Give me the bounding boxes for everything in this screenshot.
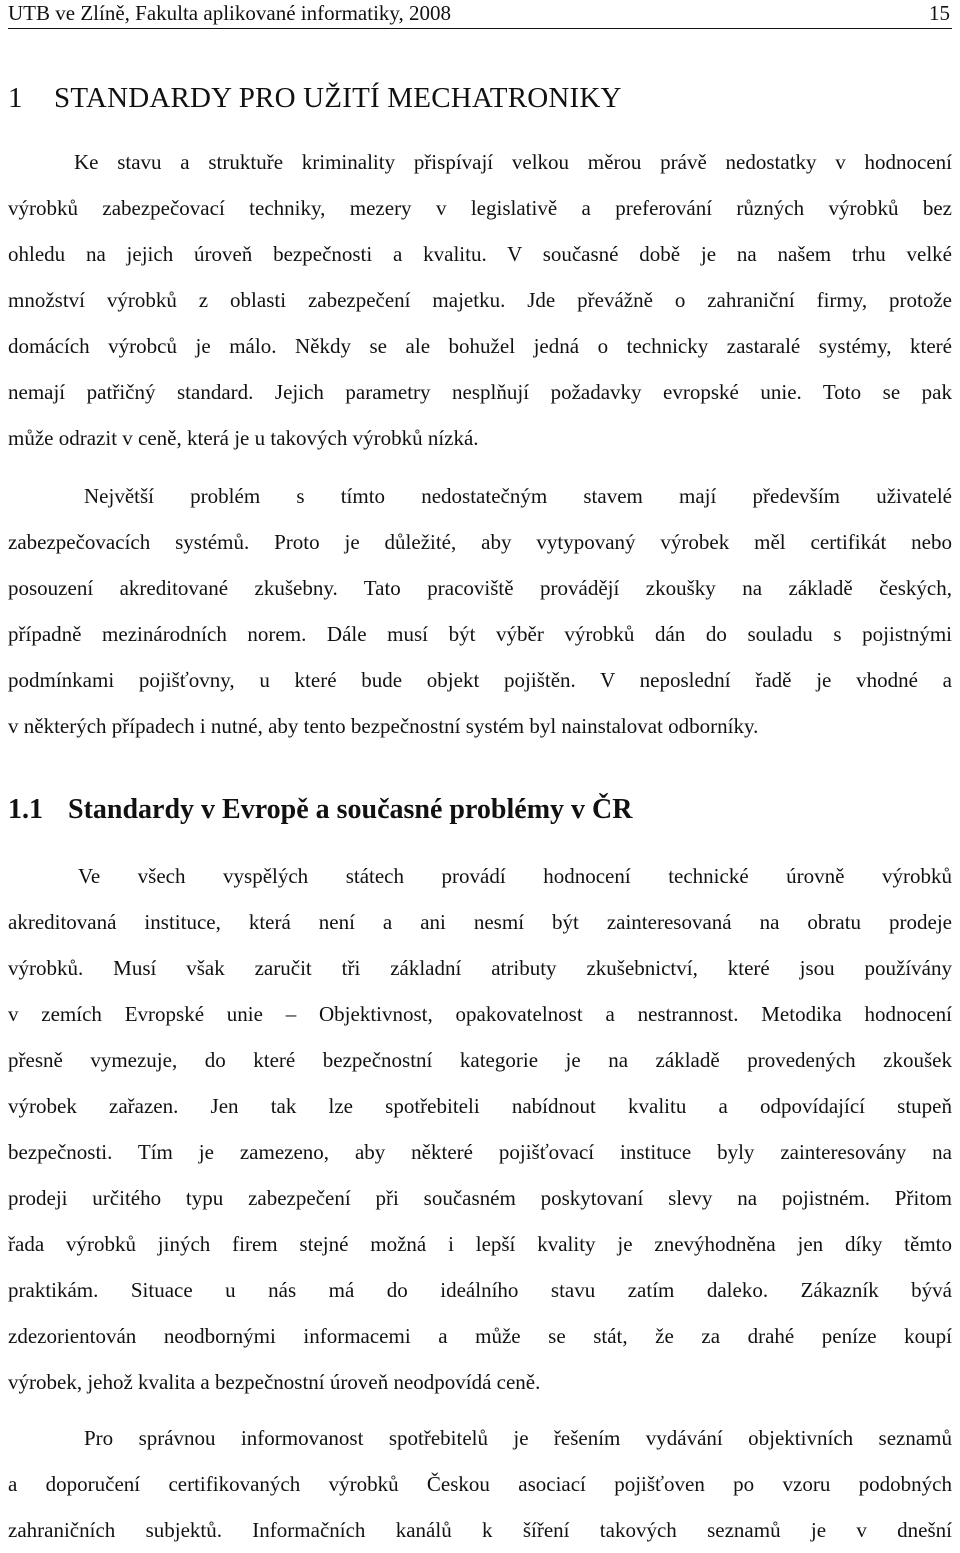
text-line: v některých případech i nutné, aby tento bezpečnostní systém byl nainstalovat odborníky. bbox=[8, 714, 759, 738]
text-line: nemají patřičný standard. Jejich parametry nesplňují požadavky evropské unie. Toto se pak bbox=[8, 380, 952, 404]
text-line: podmínkami pojišťovny, u které bude objekt pojištěn. V neposlední řadě je vhodné a bbox=[8, 668, 952, 692]
text-line: výrobek zařazen. Jen tak lze spotřebiteli nabídnout kvalitu a odpovídající stupeň bbox=[8, 1094, 952, 1118]
page-header bbox=[8, 0, 952, 29]
text-line: zabezpečovacích systémů. Proto je důležité, aby vytypovaný výrobek měl certifikát nebo bbox=[8, 530, 952, 554]
paragraph-3 bbox=[8, 853, 952, 1405]
text-line: zahraničních subjektů. Informačních kanálů k šíření takových seznamů je v dnešní bbox=[8, 1518, 952, 1542]
text-line: Největší problém s tímto nedostatečným stavem mají především uživatelé bbox=[84, 484, 952, 508]
paragraph-4 bbox=[8, 1415, 952, 1553]
text-line: a doporučení certifikovaných výrobků Českou asociací pojišťoven po vzoru podobných bbox=[8, 1472, 952, 1496]
text-line: případně mezinárodních norem. Dále musí být výběr výrobků dán do souladu s pojistnými bbox=[8, 622, 952, 646]
text-line: v zemích Evropské unie – Objektivnost, opakovatelnost a nestrannost. Metodika hodnocení bbox=[8, 1002, 952, 1026]
text-line: praktikám. Situace u nás má do ideálního stavu zatím daleko. Zákazník bývá bbox=[8, 1278, 952, 1302]
text-line: akreditovaná instituce, která není a ani nesmí být zainteresovaná na obratu prodeje bbox=[8, 910, 952, 934]
text-line: řada výrobků jiných firem stejné možná i lepší kvality je znevýhodněna jen díky těmto bbox=[8, 1232, 952, 1256]
page-number: 15 bbox=[929, 1, 950, 25]
text-line: bezpečnosti. Tím je zamezeno, aby některé pojišťovací instituce byly zainteresovány na bbox=[8, 1140, 952, 1164]
chapter-number: 1 bbox=[8, 82, 23, 114]
text-line: prodeji určitého typu zabezpečení při současném poskytovaní slevy na pojistném. Přitom bbox=[8, 1186, 952, 1210]
text-line: zdezorientován neodbornými informacemi a může se stát, že za drahé peníze koupí bbox=[8, 1324, 952, 1348]
paragraph-1 bbox=[8, 139, 952, 461]
text-line: ohledu na jejich úroveň bezpečnosti a kvalitu. V současné době je na našem trhu velké bbox=[8, 242, 952, 266]
chapter-title: STANDARDY PRO UŽITÍ MECHATRONIKY bbox=[54, 82, 622, 114]
text-line: výrobků zabezpečovací techniky, mezery v legislativě a preferování různých výrobků bez bbox=[8, 196, 952, 220]
text-line: množství výrobků z oblasti zabezpečení majetku. Jde převážně o zahraniční firmy, protože bbox=[8, 288, 952, 312]
header-title: UTB ve Zlíně, Fakulta aplikované informatiky, 2008 bbox=[8, 1, 452, 25]
text-line: domácích výrobců je málo. Někdy se ale bohužel jedná o technicky zastaralé systémy, které bbox=[8, 334, 952, 358]
chapter-heading bbox=[8, 80, 622, 116]
section-title: Standardy v Evropě a současné problémy v ČR bbox=[68, 794, 633, 825]
text-line: výrobek, jehož kvalita a bezpečnostní úroveň neodpovídá ceně. bbox=[8, 1370, 541, 1394]
text-line: Ke stavu a struktuře kriminality přispívají velkou měrou právě nedostatky v hodnocení bbox=[74, 150, 952, 174]
text-line: Pro správnou informovanost spotřebitelů je řešením vydávání objektivních seznamů bbox=[84, 1426, 952, 1450]
section-heading bbox=[8, 792, 632, 828]
text-line: přesně vymezuje, do které bezpečnostní kategorie je na základě provedených zkoušek bbox=[8, 1048, 952, 1072]
section-number: 1.1 bbox=[8, 794, 43, 825]
text-line: výrobků. Musí však zaručit tři základní atributy zkušebnictví, které jsou používány bbox=[8, 956, 952, 980]
text-line: může odrazit v ceně, která je u takových výrobků nízká. bbox=[8, 426, 479, 450]
text-line: posouzení akreditované zkušebny. Tato pracoviště provádějí zkoušky na základě českých, bbox=[8, 576, 952, 600]
text-line: Ve všech vyspělých státech provádí hodnocení technické úrovně výrobků bbox=[78, 864, 952, 888]
paragraph-2 bbox=[8, 473, 952, 749]
